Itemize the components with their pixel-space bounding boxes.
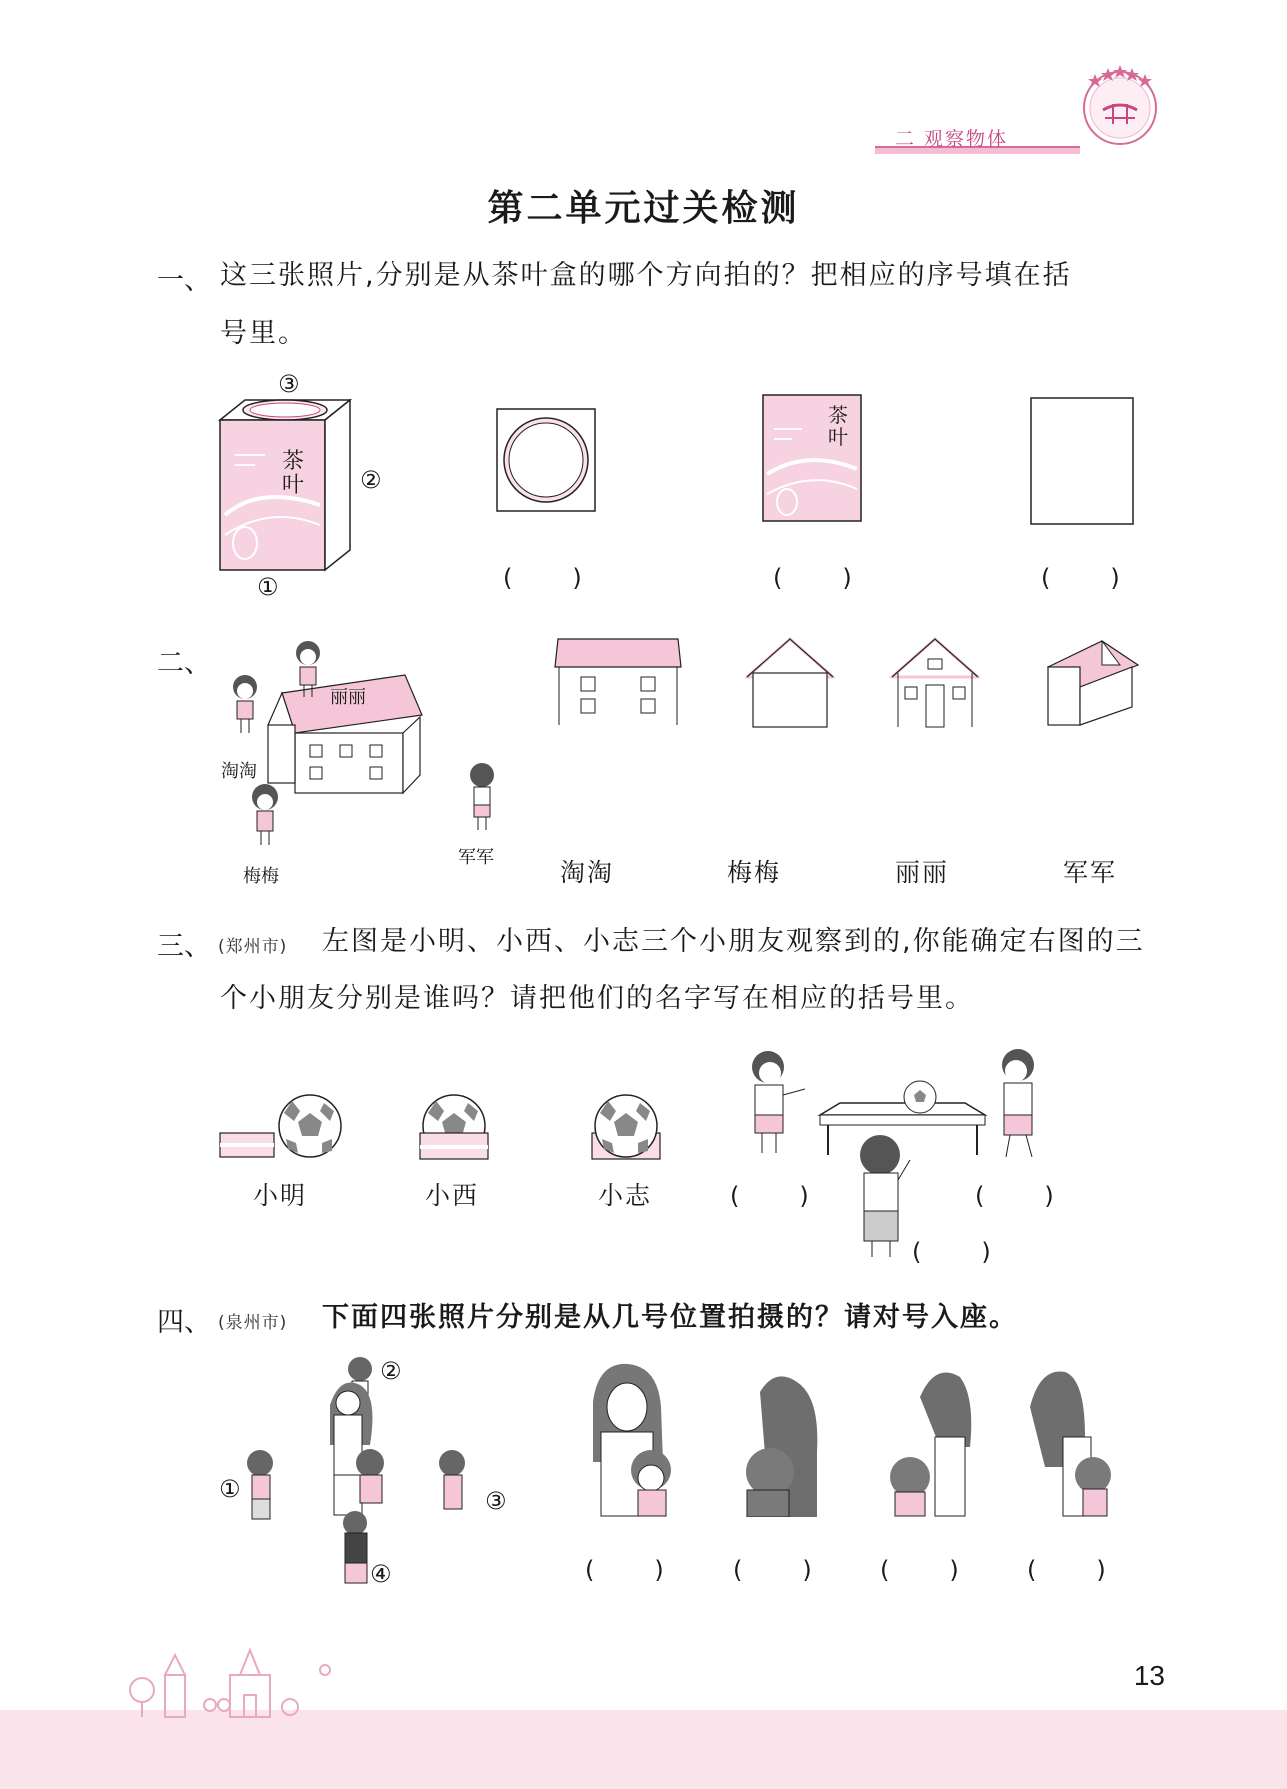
q1-marker-top: ③	[278, 370, 300, 398]
q3-blank-left[interactable]: ( )	[730, 1182, 813, 1210]
q3-view-ball-behind-table	[418, 1093, 490, 1161]
q4-photo-2	[735, 1372, 825, 1517]
q4-number: 四、	[157, 1307, 211, 1338]
section-label: 二 观察物体	[895, 128, 1009, 150]
q3-text-line1: 左图是小明、小西、小志三个小朋友观察到的,你能确定右图的三	[322, 926, 1145, 957]
q4-text: 下面四张照片分别是从几号位置拍摄的？请对号入座。	[322, 1302, 1018, 1333]
q4-marker-3: ③	[485, 1487, 507, 1515]
q2-caption-1: 淘淘	[560, 858, 615, 887]
publisher-logo	[1075, 60, 1165, 150]
q1-view-front-label: 茶叶	[828, 403, 848, 449]
q3-table-scene	[740, 1045, 1050, 1265]
footer-band	[0, 1710, 1287, 1789]
q3-blank-right[interactable]: ( )	[975, 1182, 1058, 1210]
footer-castle-decoration	[120, 1645, 360, 1720]
q3-caption-xiaoming: 小明	[253, 1181, 308, 1210]
q2-scene-label-lili: 丽丽	[330, 687, 366, 708]
q4-city: (泉州市)	[218, 1313, 288, 1333]
q1-text-line1: 这三张照片,分别是从茶叶盒的哪个方向拍的？把相应的序号填在括	[220, 260, 1072, 291]
q4-blank-4[interactable]: ( )	[1027, 1556, 1110, 1584]
q4-photo-4	[1025, 1367, 1125, 1517]
q1-marker-right: ②	[360, 466, 382, 494]
q3-city: (郑州市)	[218, 937, 288, 957]
q3-number: 三、	[157, 931, 211, 962]
q2-scene-label-junjun: 军军	[458, 847, 494, 868]
q2-view-gable-door	[890, 637, 980, 729]
q1-blank-3[interactable]: ( )	[1041, 564, 1124, 592]
q3-view-ball-on-table	[590, 1093, 662, 1161]
q1-blank-2[interactable]: ( )	[773, 564, 856, 592]
q1-number: 一、	[157, 265, 211, 296]
q3-caption-xiaoxi: 小西	[425, 1181, 480, 1210]
q4-blank-2[interactable]: ( )	[733, 1556, 816, 1584]
q2-scene-label-meimei: 梅梅	[243, 866, 279, 887]
q3-view-ball-right-of-table	[218, 1093, 343, 1161]
page-title: 第二单元过关检测	[487, 188, 800, 229]
q4-marker-4: ④	[370, 1560, 392, 1588]
q2-caption-2: 梅梅	[727, 858, 782, 887]
q3-text-line2: 个小朋友分别是谁吗？请把他们的名字写在相应的括号里。	[220, 983, 974, 1014]
q3-caption-xiaozhi: 小志	[598, 1181, 653, 1210]
q1-marker-front: ①	[257, 573, 279, 601]
q2-caption-3: 丽丽	[895, 858, 950, 887]
q4-photo-1	[583, 1362, 683, 1517]
tea-box-label: 茶叶	[282, 449, 305, 498]
q4-photo-3	[880, 1367, 980, 1517]
q4-scene	[230, 1355, 490, 1590]
q2-caption-4: 军军	[1063, 858, 1118, 887]
q3-blank-back[interactable]: ( )	[912, 1238, 995, 1266]
q4-marker-1: ①	[219, 1475, 241, 1503]
q4-blank-1[interactable]: ( )	[585, 1556, 668, 1584]
q1-blank-1[interactable]: ( )	[503, 564, 586, 592]
page-number: 13	[1133, 1660, 1165, 1691]
q2-view-gable-plain	[745, 637, 835, 729]
q4-blank-3[interactable]: ( )	[880, 1556, 963, 1584]
q2-scene-label-taotao: 淘淘	[221, 761, 257, 782]
q1-text-line2: 号里。	[220, 318, 307, 349]
q2-view-corner	[1040, 637, 1140, 729]
q4-marker-2: ②	[380, 1357, 402, 1385]
q1-view-side	[1030, 397, 1134, 525]
q1-view-top	[496, 408, 596, 513]
q2-number: 二、	[157, 648, 211, 679]
q2-view-long-side	[553, 637, 683, 727]
